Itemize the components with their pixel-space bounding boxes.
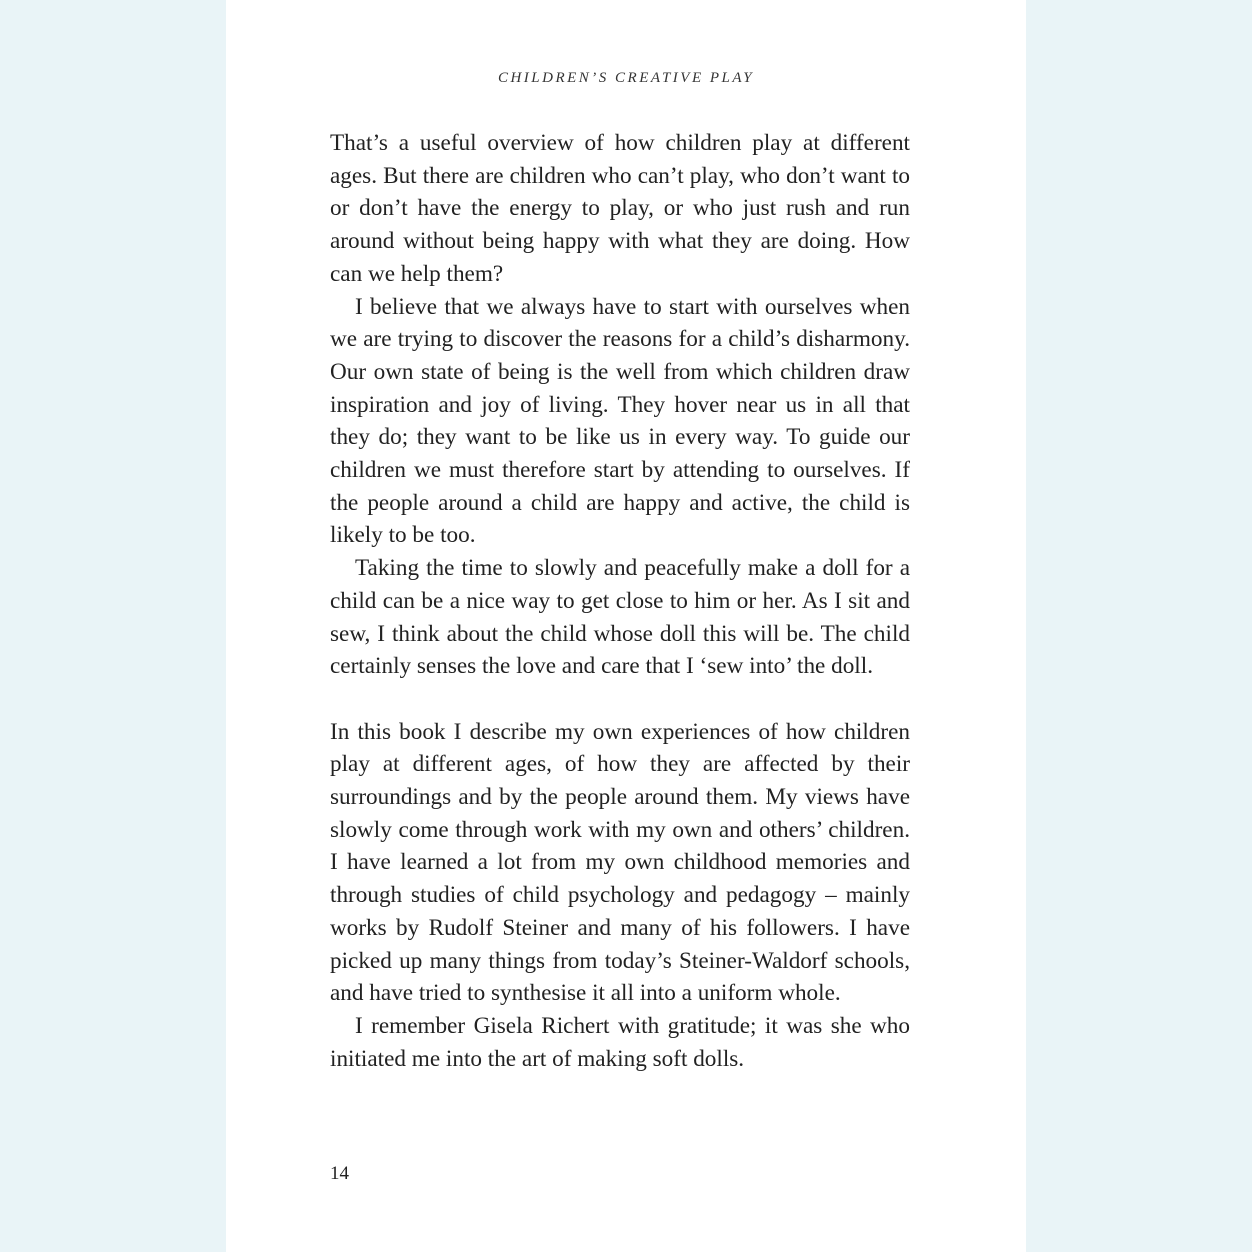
paragraph-3: Taking the time to slowly and peacefully make a doll for a child can be a nice way to get close to him or her. As I sit and sew, I think about the child whose doll this will be. The child certainly senses the love and care that I ‘sew into’ the doll.: [330, 555, 910, 680]
paragraph-2: I believe that we always have to start with ourselves when we are trying to discover the reasons for a child’s disharmony. Our own state of being is the well from which children draw inspiration and joy of living. They hover near us in all that they do; they want to be like us in every way. To guide our children we must therefore start by attending to ourselves. If the people around a child are happy and active, the child is likely to be too.: [330, 293, 910, 549]
paragraph-1: That’s a useful overview of how children play at different ages. But there are children who can’t play, who don’t want to or don’t have the energy to play, or who just rush and run around without being happy with what they are doing. How can we help them?: [330, 130, 910, 287]
page-number: 14: [330, 1163, 349, 1184]
paragraph-5: I remember Gisela Richert with gratitude; it was she who initiated me into the art of making soft dolls.: [330, 1012, 910, 1072]
book-page: [226, 0, 1026, 1252]
running-head: CHILDREN’S CREATIVE PLAY: [497, 70, 755, 86]
body-text: [330, 127, 910, 1075]
paragraph-4: In this book I describe my own experiences of how children play at different ages, of how they are affected by their surroundings and by the people around them. My views have slowly come through work with my own and others’ children. I have learned a lot from my own childhood memories and through studies of child psychology and pedagogy – mainly works by Rudolf Steiner and many of his followers. I have picked up many things from today’s Steiner-Waldorf schools, and have tried to synthesise it all into a uniform whole.: [330, 718, 910, 1007]
